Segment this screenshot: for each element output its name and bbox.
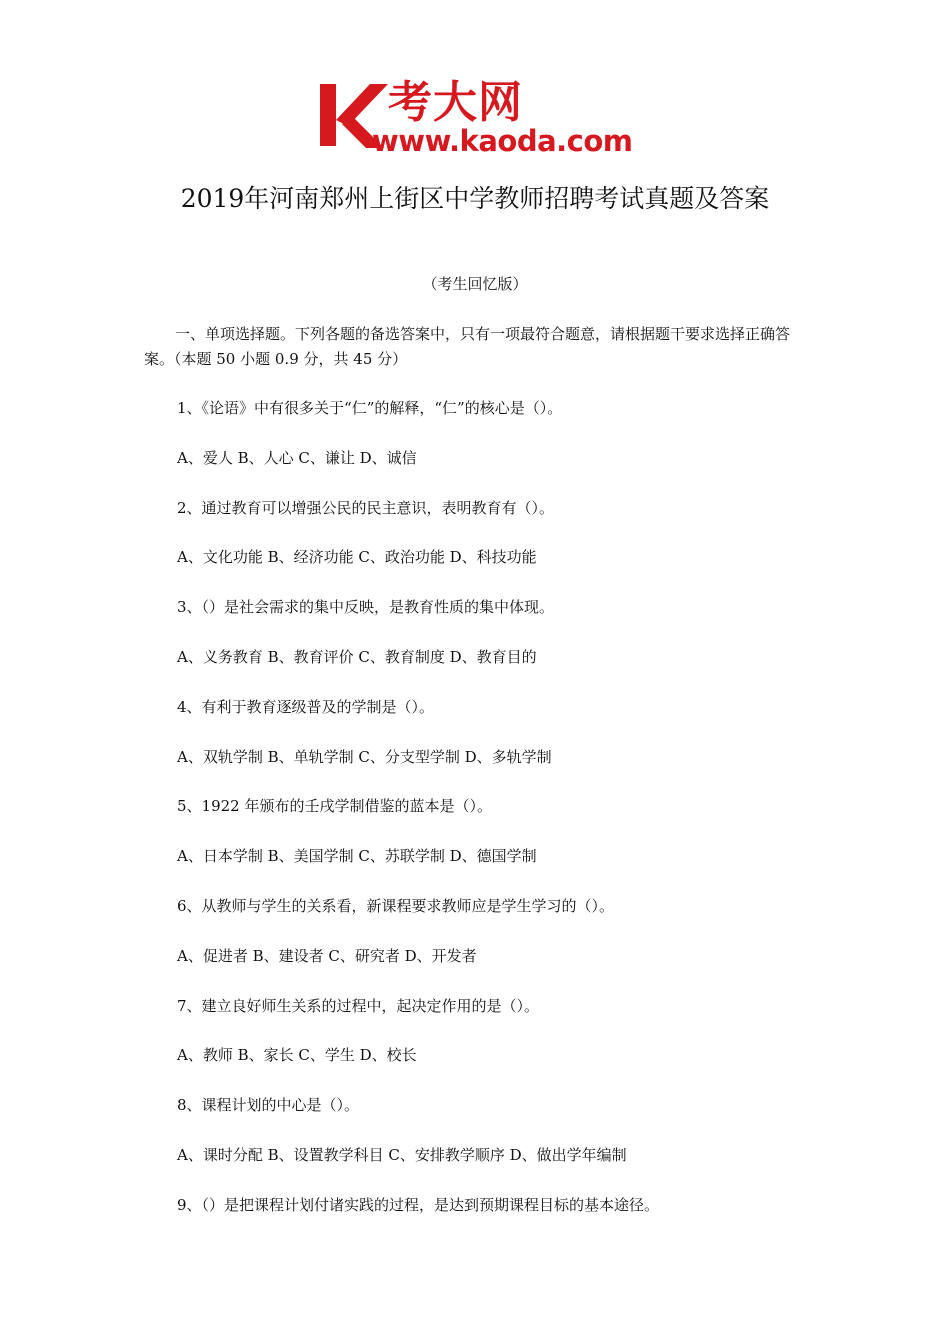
section-intro: 一、单项选择题。下列各题的备选答案中，只有一项最符合题意，请根据题干要求选择正确答案。（本题 50 小题 0.9 分，共 45 分） xyxy=(144,325,791,368)
question-text: 2、通过教育可以增强公民的民主意识，表明教育有（）。 xyxy=(177,498,555,517)
question-text: 5、1922 年颁布的壬戌学制借鉴的蓝本是（）。 xyxy=(177,797,492,816)
question-text: 1、《论语》中有很多关于“仁”的解释，“仁”的核心是（）。 xyxy=(177,399,563,417)
answer-options: A、课时分配 B、设置教学科目 C、安排教学顺序 D、做出学年编制 xyxy=(177,1145,627,1164)
kaoda-logo xyxy=(318,77,640,160)
logo-url-text: www.kaoda.com xyxy=(372,124,633,158)
question-text: 6、从教师与学生的关系看，新课程要求教师应是学生学习的（）。 xyxy=(177,896,615,915)
answer-options: A、文化功能 B、经济功能 C、政治功能 D、科技功能 xyxy=(177,548,537,567)
answer-options: A、爱人 B、人心 C、谦让 D、诚信 xyxy=(177,448,417,467)
question-text: 9、（）是把课程计划付诸实践的过程，是达到预期课程目标的基本途径。 xyxy=(177,1195,660,1214)
document-subtitle: （考生回忆版） xyxy=(422,275,528,293)
answer-options: A、促进者 B、建设者 C、研究者 D、开发者 xyxy=(177,946,477,965)
question-list xyxy=(177,396,817,1243)
question-text: 8、课程计划的中心是（）。 xyxy=(177,1096,360,1115)
answer-options: A、义务教育 B、教育评价 C、教育制度 D、教育目的 xyxy=(177,647,537,666)
answer-options: A、日本学制 B、美国学制 C、苏联学制 D、德国学制 xyxy=(177,847,537,866)
question-text: 4、有利于教育逐级普及的学制是（）。 xyxy=(177,697,435,716)
answer-options: A、教师 B、家长 C、学生 D、校长 xyxy=(177,1046,417,1065)
document-title: 2019年河南郑州上街区中学教师招聘考试真题及答案 xyxy=(180,184,770,213)
question-text: 3、（）是社会需求的集中反映，是教育性质的集中体现。 xyxy=(177,598,555,617)
logo-brand-text: 考大网 xyxy=(388,77,523,128)
question-text: 7、建立良好师生关系的过程中，起决定作用的是（）。 xyxy=(177,996,540,1015)
answer-options: A、双轨学制 B、单轨学制 C、分支型学制 D、多轨学制 xyxy=(177,747,552,766)
